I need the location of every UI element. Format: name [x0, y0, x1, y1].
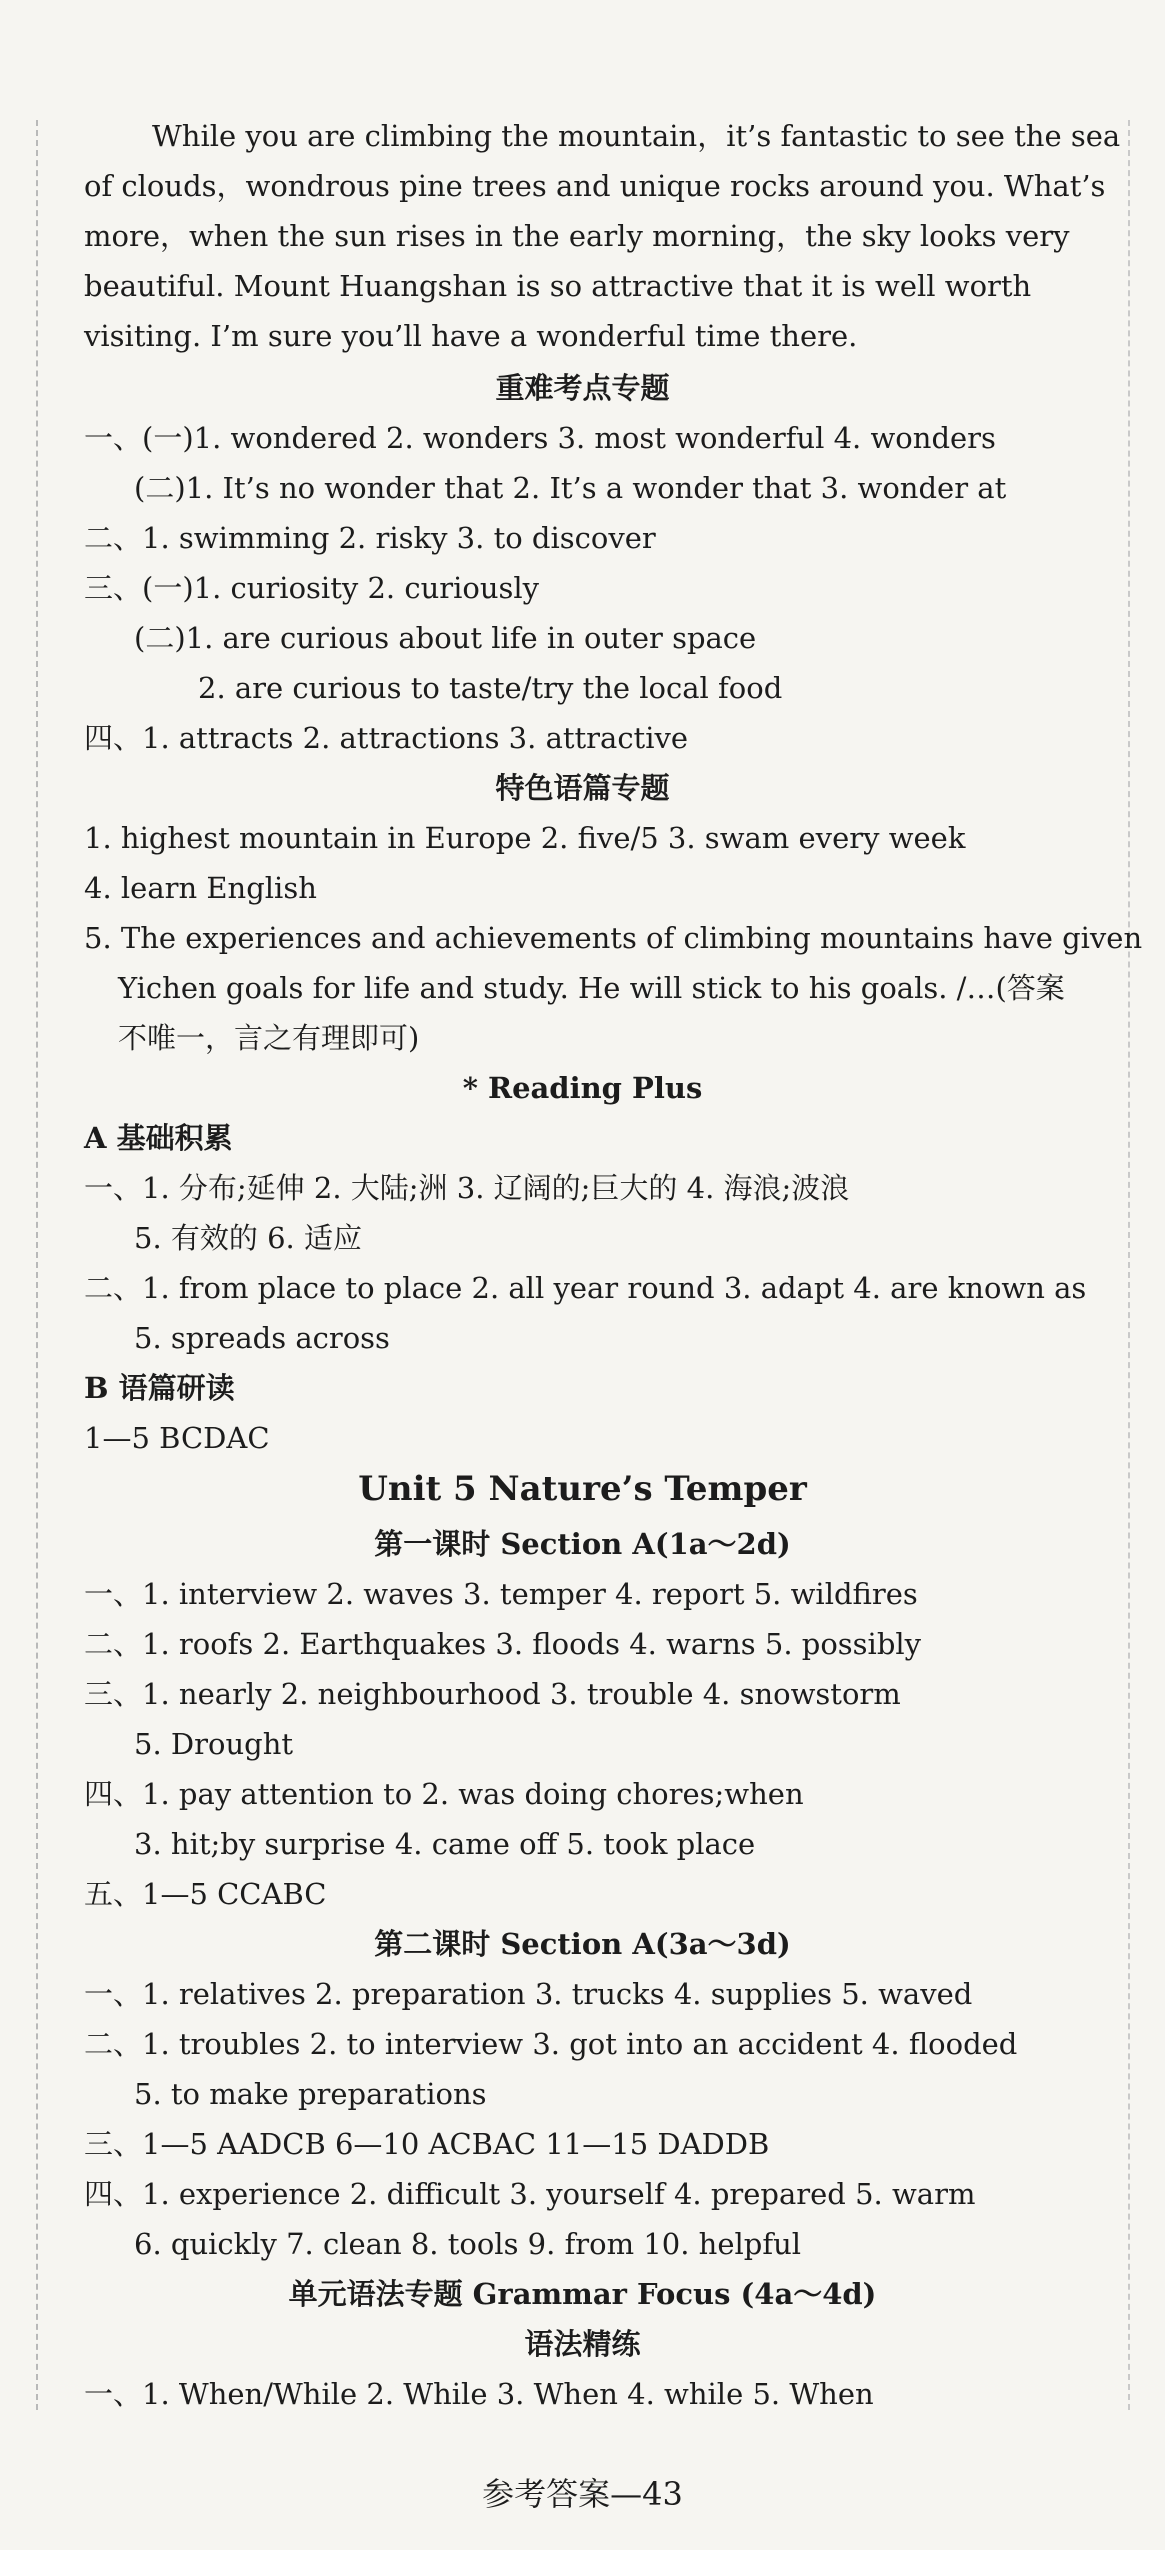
lesson-1-title: 第一课时 Section A(1a～2d): [374, 1527, 791, 1561]
page-footer: 参考答案—43: [482, 2475, 683, 2513]
answer-page: While you are climbing the mountain，it’s fantastic to see the sea of clouds，wondrous pine trees and unique rocks around you. What’s more，when the sun rises in the early morning，the sky looks very beautiful. Mount Huangshan is so attractive that it is well worth visiting. I’m sure you’ll have a wonderful time there. 重难考点专题 一、(一)1. wondered 2. wonders 3. most wonderful 4. wonders (二)1. It’s no wonder that 2. It’s a wonder that 3. wonder at 二、1. swimming 2. risky 3. to discover 三、(一)1. curiosity 2. curiously (二)1. are curious about life in outer space 2. are curious to taste/try the local food 四、1. attracts 2. attractions 3. attractive 特色语篇专题 1. highest mountain in Europe 2. five/5 3. swam every week 4. learn English 5. The experiences and achievements of climbing mountains have given Yichen goals for life and study. He will stick to his goals. /…(答案 不唯一，言之有理即可) * Reading Plus A 基础积累 一、1. 分布;延伸 2. 大陆;洲 3. 辽阔的;巨大的 4. 海浪;波浪 5. 有效的 6. 适应 二、1. from place to place 2. all year round 3. adapt 4. are known as 5. spreads across B 语篇研读 1—5 BCDAC Unit 5 Nature’s Temper 第一课时 Section A(1a～2d) 一、1. interview 2. waves 3. temper 4. report 5. wildfires 二、1. roofs 2. Earthquakes 3. floods 4. warns 5. possibly 三、1. nearly 2. neighbourhood 3. trouble 4. snowstorm 5. Drought 四、1. pay attention to 2. was doing chores;when 3. hit;by surprise 4. came off 5. took place 五、1—5 CCABC 第二课时 Section A(3a～3d) 一、1. relatives 2. preparation 3. trucks 4. supplies 5. waved 二、1. troubles 2. to interview 3. got into an accident 4. flooded 5. to make preparations 三、1—5 AADCB 6—10 ACBAC 11—15 DADDB 四、1. experience 2. difficult 3. yourself 4. prepared 5. warm 6. quickly 7. clean 8. tools 9. from 10. helpful 单元语法专题 Grammar Focus (4a～4d) 语法精练 一、1. When/While 2. While 3. When 4. while 5. When 参考答案—43: [0, 0, 1165, 2550]
section-title-reading-plus: * Reading Plus: [462, 1071, 703, 1105]
unit-title: Unit 5 Nature’s Temper: [358, 1469, 807, 1509]
right-dashed-margin: [1128, 120, 1130, 2410]
grammar-subtitle: 语法精练: [524, 2327, 641, 2361]
section-title-feature-reading: 特色语篇专题: [495, 771, 670, 805]
lesson-2-title: 第二课时 Section A(3a～3d): [374, 1927, 791, 1961]
left-dashed-margin: [36, 120, 38, 2410]
grammar-title: 单元语法专题 Grammar Focus (4a～4d): [288, 2277, 877, 2311]
section-title-key-points: 重难考点专题: [495, 371, 670, 405]
